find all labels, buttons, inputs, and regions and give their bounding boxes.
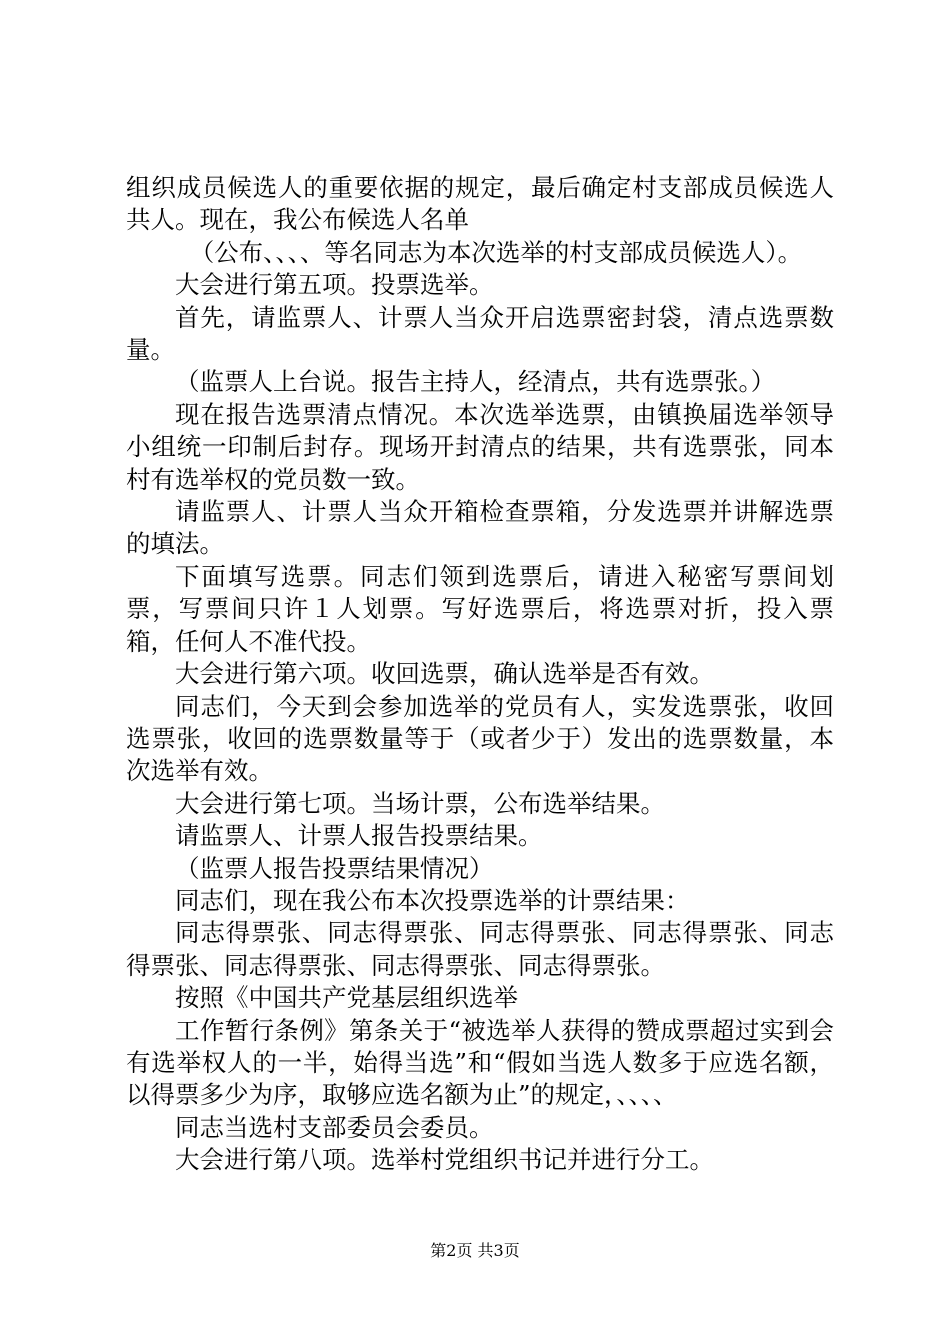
paragraph: 请监票人、计票人报告投票结果。 xyxy=(175,821,543,851)
paragraph: 现在报告选票清点情况。本次选举选票，由镇换届选举领导小组统一印制后封存。现场开封清点的结果，共有选票张，同本村有选举权的党员数一致。 xyxy=(126,399,834,494)
page-number: 第2页 共3页 xyxy=(430,1241,520,1260)
paragraph: 工作暂行条例》第条关于“被选举人获得的赞成票超过实到会有选举权人的一半，始得当选”和“假如当选人数多于应选名额，以得票多少为序，取够应选名额为止”的规定，、、、、 xyxy=(126,1015,834,1110)
paragraph: （监票人上台说。报告主持人，经清点，共有选票张。） xyxy=(175,367,776,397)
paragraph: 大会进行第七项。当场计票，公布选举结果。 xyxy=(175,788,665,818)
paragraph: 下面填写选票。同志们领到选票后，请进入秘密写票间划票，写票间只许１人划票。写好选票后，将选票对折，投入票箱，任何人不准代投。 xyxy=(126,561,834,656)
paragraph: 同志们，今天到会参加选举的党员有人，实发选票张，收回选票张，收回的选票数量等于（或者少于）发出的选票数量，本次选举有效。 xyxy=(126,691,834,786)
paragraph: （监票人报告投票结果情况） xyxy=(175,853,494,883)
paragraph: 大会进行第五项。投票选举。 xyxy=(175,270,494,300)
paragraph: 组织成员候选人的重要依据的规定，最后确定村支部成员候选人共人。现在，我公布候选人名单 xyxy=(126,173,834,235)
paragraph: 大会进行第六项。收回选票，确认选举是否有效。 xyxy=(175,659,714,689)
paragraph: 按照《中国共产党基层组织选举 xyxy=(175,983,518,1013)
paragraph: 同志当选村支部委员会委员。 xyxy=(175,1112,494,1142)
paragraph: 大会进行第八项。选举村党组织书记并进行分工。 xyxy=(175,1145,714,1175)
paragraph: 首先，请监票人、计票人当众开启选票密封袋，清点选票数量。 xyxy=(126,302,834,365)
paragraph: 请监票人、计票人当众开箱检查票箱，分发选票并讲解选票的填法。 xyxy=(126,497,834,559)
paragraph: 同志们，现在我公布本次投票选举的计票结果： xyxy=(175,885,690,915)
document-body xyxy=(126,172,834,1177)
paragraph: 同志得票张、同志得票张、同志得票张、同志得票张、同志得票张、同志得票张、同志得票张、同志得票张。 xyxy=(126,918,834,980)
paragraph: （公布、、、、等名同志为本次选举的村支部成员候选人）。 xyxy=(189,237,803,267)
